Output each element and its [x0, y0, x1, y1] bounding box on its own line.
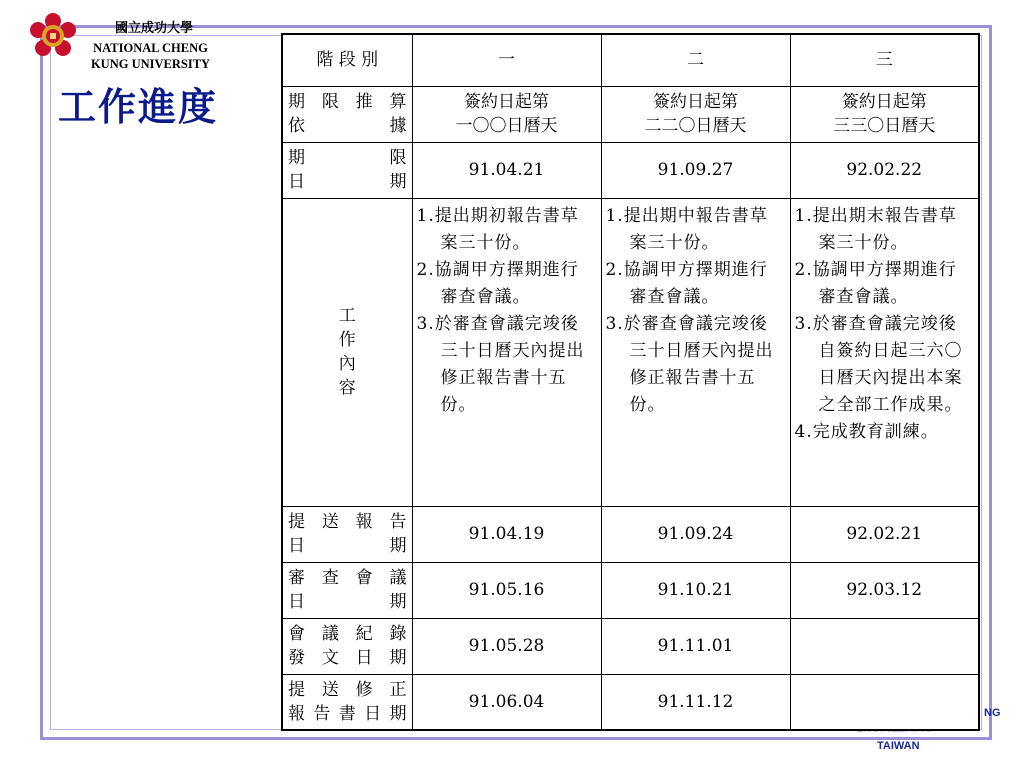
table-cell: 91.09.27	[601, 142, 790, 198]
row-label-line: 依 據	[288, 116, 407, 136]
university-name-en	[78, 40, 223, 72]
work-item: 2.協調甲方擇期進行審查會議。	[605, 259, 768, 307]
work-item: 3.於審查會議完竣後三十日曆天內提出修正報告書十五份。	[605, 313, 774, 415]
table-cell: 91.04.21	[412, 142, 601, 198]
slide-title: 工作進度	[58, 84, 219, 129]
table-cell: 91.11.01	[601, 618, 790, 674]
schedule-table	[281, 33, 980, 731]
university-name-en-line2: KUNG UNIVERSITY	[90, 57, 211, 71]
university-name-zh: 國立成功大學	[114, 21, 193, 36]
university-name-en-line1: NATIONAL CHENG	[93, 41, 208, 55]
row-label-line: 提送報告	[288, 512, 407, 532]
work-item-list	[795, 203, 975, 446]
row-label-line: 提送修正	[288, 679, 407, 700]
table-cell: 91.05.28	[412, 618, 601, 674]
row-label-line: 工	[338, 306, 356, 326]
table-cell	[601, 86, 790, 142]
table-cell: 92.03.12	[790, 562, 979, 618]
row-label-line: 作	[338, 330, 356, 350]
table-row	[282, 86, 979, 142]
header-stage-label: 階 段 別	[282, 34, 412, 86]
table-cell: 91.05.16	[412, 562, 601, 618]
table-cell	[412, 86, 601, 142]
row-label-line: 會議紀錄	[288, 624, 407, 644]
table-cell: 91.04.19	[412, 506, 601, 562]
row-label-line: 日 期	[288, 172, 407, 192]
work-content-cell	[601, 198, 790, 506]
table-row	[282, 142, 979, 198]
table-cell	[790, 618, 979, 674]
row-label	[282, 674, 412, 730]
table-row	[282, 198, 979, 506]
row-label-line: 報告書日期	[288, 703, 407, 724]
table-cell-line: 簽約日起第	[653, 92, 738, 112]
work-item-list	[606, 203, 786, 419]
table-cell	[790, 86, 979, 142]
table-cell: 91.09.24	[601, 506, 790, 562]
table-cell-line: 一〇〇日曆天	[455, 116, 558, 136]
work-item: 1.提出期末報告書草案三十份。	[794, 205, 957, 253]
work-item: 2.協調甲方擇期進行審查會議。	[416, 259, 579, 307]
row-label-line: 期限推算	[288, 92, 407, 112]
table-row	[282, 506, 979, 562]
table-cell-line: 簽約日起第	[464, 92, 549, 112]
work-item: 3.於審查會議完竣後三十日曆天內提出修正報告書十五份。	[416, 313, 585, 415]
row-label	[282, 142, 412, 198]
table-row	[282, 674, 979, 730]
header-divider	[214, 25, 284, 28]
table-cell: 91.06.04	[412, 674, 601, 730]
table-cell: 92.02.22	[790, 142, 979, 198]
table-header-row	[282, 34, 979, 86]
table-row	[282, 562, 979, 618]
work-item: 2.協調甲方擇期進行審查會議。	[794, 259, 957, 307]
row-label	[282, 506, 412, 562]
row-label	[282, 86, 412, 142]
row-label	[282, 618, 412, 674]
row-label	[282, 198, 412, 506]
table-cell-line: 二二〇日曆天	[644, 116, 747, 136]
table-cell-line: 三三〇日曆天	[833, 116, 936, 136]
row-label-line: 容	[338, 378, 356, 398]
background-text-taiwan: TAIWAN	[877, 740, 920, 752]
row-label-line: 發文日期	[288, 648, 407, 668]
work-item: 1.提出期中報告書草案三十份。	[605, 205, 768, 253]
ncku-logo-icon	[28, 12, 78, 62]
background-text-ng: NG	[984, 707, 1001, 719]
table-cell-line: 簽約日起第	[841, 92, 927, 112]
row-label	[282, 562, 412, 618]
header-stage-1: 一	[412, 34, 601, 86]
table-cell: 92.02.21	[790, 506, 979, 562]
work-item: 4.完成教育訓練。	[794, 421, 939, 442]
row-label-line: 內	[338, 354, 356, 374]
table-row	[282, 618, 979, 674]
table-cell	[790, 674, 979, 730]
header-stage-2: 二	[601, 34, 790, 86]
work-item: 3.於審查會議完竣後自簽約日起三六〇日曆天內提出本案之全部工作成果。	[794, 313, 963, 415]
work-content-cell	[412, 198, 601, 506]
table-cell: 91.11.12	[601, 674, 790, 730]
row-label-line: 日 期	[288, 536, 407, 556]
row-label-line: 日 期	[288, 592, 407, 612]
work-item: 1.提出期初報告書草案三十份。	[416, 205, 579, 253]
work-item-list	[417, 203, 597, 419]
table-cell: 91.10.21	[601, 562, 790, 618]
header-stage-3: 三	[790, 34, 979, 86]
row-label-line: 審查會議	[288, 568, 407, 588]
work-content-cell	[790, 198, 979, 506]
row-label-line: 期 限	[288, 148, 407, 168]
